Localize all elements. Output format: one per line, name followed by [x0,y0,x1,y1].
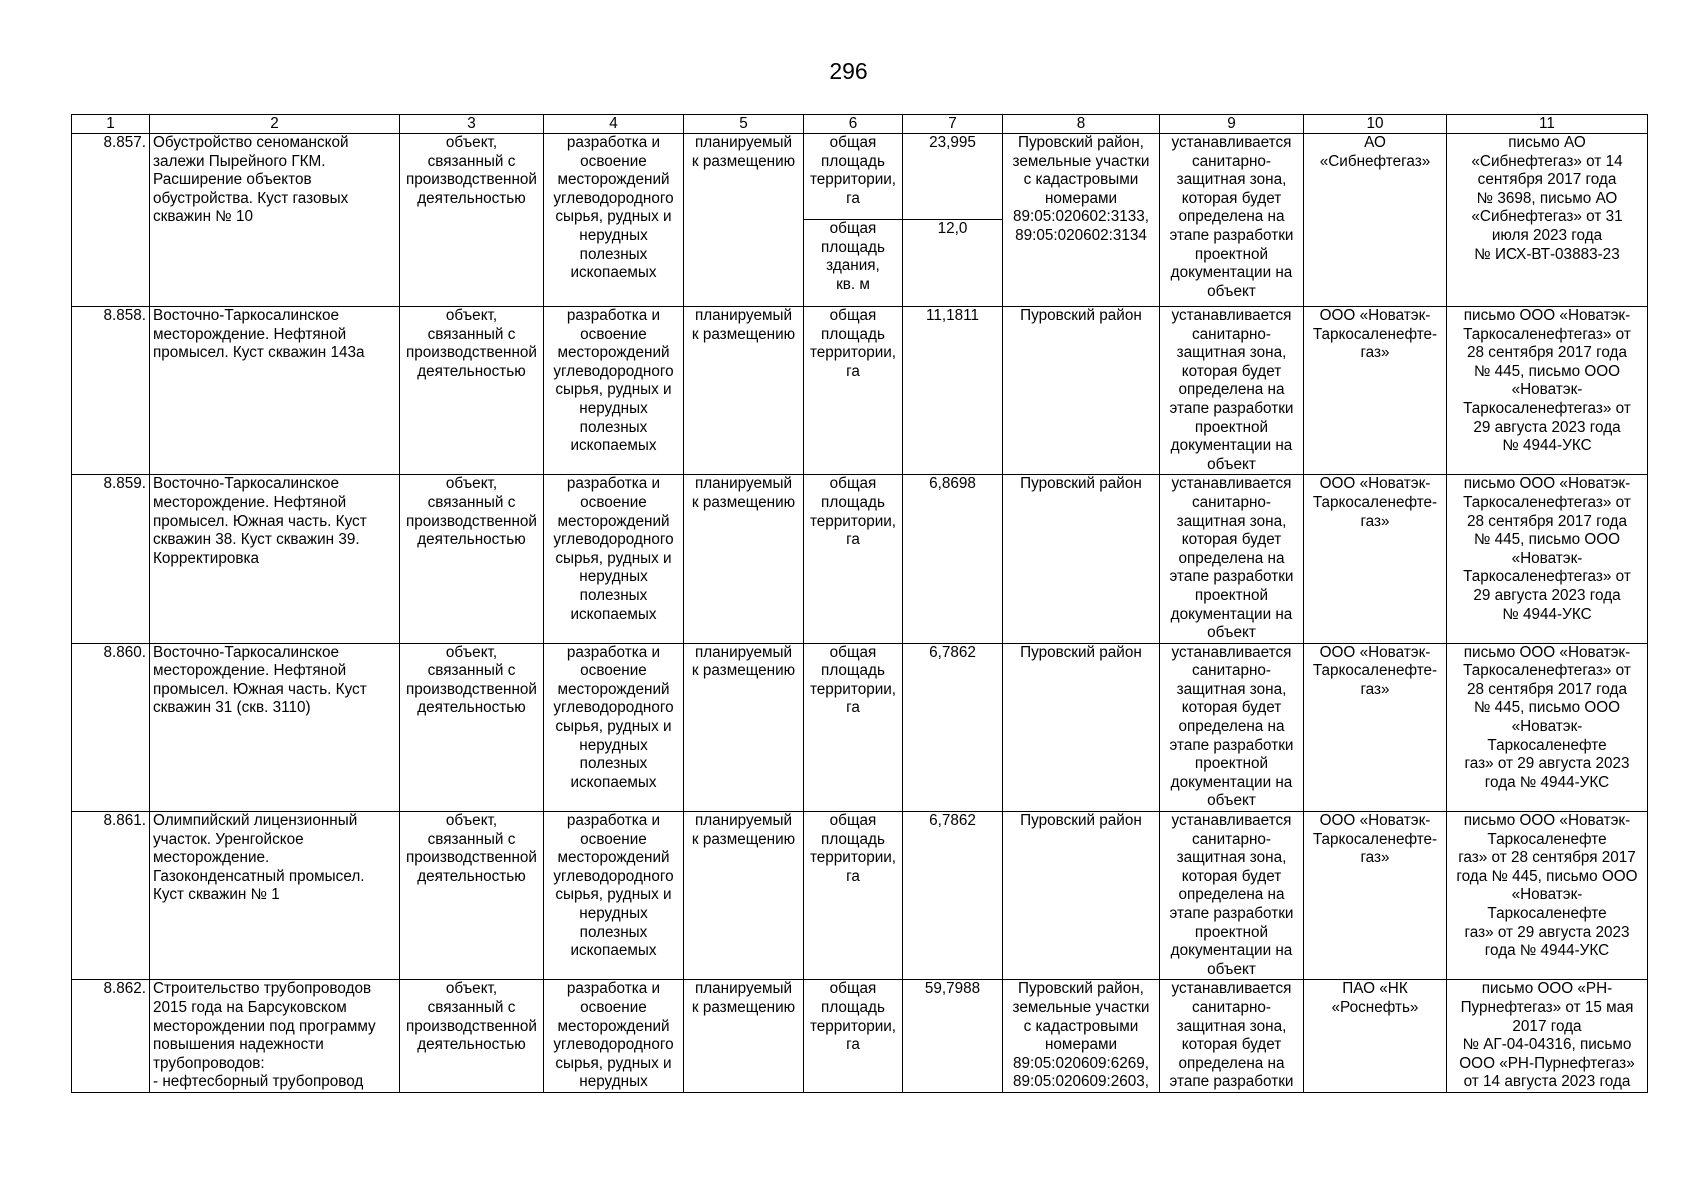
object-name: Восточно-Таркосалинское месторождение. Нефтяной промысел. Куст скважин 143а [150,307,400,475]
object-type: объект, связанный с производственной деятельностью [400,134,544,307]
object-type: объект, связанный с производственной деятельностью [400,643,544,811]
characteristic-value: 6,7862 [903,643,1003,811]
object-status: планируемый к размещению [684,812,804,980]
object-location: Пуровский район [1003,475,1160,643]
object-name: Строительство трубопроводов 2015 года на Барсуковском месторождении под программу повышения надежности трубопроводов: - нефтесборный трубопровод [150,980,400,1093]
characteristic-name: общая площадь территории, га [804,475,903,643]
object-owner: АО «Сибнефтегаз» [1304,134,1447,307]
object-status: планируемый к размещению [684,643,804,811]
characteristic-name: общая площадь территории, га [804,134,903,220]
row-number: 8.860. [72,643,150,811]
object-location: Пуровский район, земельные участки с кадастровыми номерами 89:05:020602:3133, 89:05:020602:3134 [1003,134,1160,307]
object-location: Пуровский район [1003,643,1160,811]
object-location: Пуровский район, земельные участки с кадастровыми номерами 89:05:020609:6269, 89:05:020609:2603, [1003,980,1160,1093]
object-owner: ООО «Новатэк- Таркосаленефте- газ» [1304,307,1447,475]
characteristic-value: 59,7988 [903,980,1003,1093]
column-header: 4 [544,115,684,134]
row-number: 8.857. [72,134,150,307]
characteristic-value: 23,995 [903,134,1003,220]
column-header: 2 [150,115,400,134]
object-location: Пуровский район [1003,307,1160,475]
table-row [72,643,1648,811]
column-header: 7 [903,115,1003,134]
object-name: Восточно-Таркосалинское месторождение. Нефтяной промысел. Южная часть. Куст скважин 38. Куст скважин 39. Корректировка [150,475,400,643]
characteristic-value: 12,0 [903,220,1003,307]
protection-zone: устанавливается санитарно- защитная зона, которая будет определена на этапе разработки проектной документации на объект [1160,812,1304,980]
row-number: 8.861. [72,812,150,980]
object-status: планируемый к размещению [684,980,804,1093]
object-status: планируемый к размещению [684,307,804,475]
object-name: Олимпийский лицензионный участок. Уренгойское месторождение. Газоконденсатный промысел. Куст скважин № 1 [150,812,400,980]
characteristic-name: общая площадь здания, кв. м [804,220,903,307]
protection-zone: устанавливается санитарно- защитная зона, которая будет определена на этапе разработки [1160,980,1304,1093]
object-owner: ООО «Новатэк- Таркосаленефте- газ» [1304,643,1447,811]
column-header: 11 [1447,115,1648,134]
basis-document: письмо ООО «РН- Пурнефтегаз» от 15 мая 2017 года № АГ-04-04316, письмо ООО «РН-Пурнефтегаз» от 14 августа 2023 года [1447,980,1648,1093]
column-header: 3 [400,115,544,134]
protection-zone: устанавливается санитарно- защитная зона, которая будет определена на этапе разработки проектной документации на объект [1160,475,1304,643]
object-location: Пуровский район [1003,812,1160,980]
characteristic-value: 6,8698 [903,475,1003,643]
column-header: 6 [804,115,903,134]
basis-document: письмо ООО «Новатэк- Таркосаленефтегаз» от 28 сентября 2017 года № 445, письмо ООО «Новатэк- Таркосаленефте газ» от 29 августа 2023 года № 4944-УКС [1447,643,1648,811]
table-row [72,980,1648,1093]
object-owner: ООО «Новатэк- Таркосаленефте- газ» [1304,475,1447,643]
characteristic-value: 11,1811 [903,307,1003,475]
column-header: 1 [72,115,150,134]
row-number: 8.858. [72,307,150,475]
table-row [72,307,1648,475]
object-purpose: разработка и освоение месторождений углеводородного сырья, рудных и нерудных полезных ископаемых [544,475,684,643]
table-row [72,812,1648,980]
object-purpose: разработка и освоение месторождений углеводородного сырья, рудных и нерудных полезных ископаемых [544,307,684,475]
object-type: объект, связанный с производственной деятельностью [400,812,544,980]
column-header: 5 [684,115,804,134]
characteristic-name: общая площадь территории, га [804,812,903,980]
characteristic-name: общая площадь территории, га [804,307,903,475]
basis-document: письмо ООО «Новатэк- Таркосаленефте газ» от 28 сентября 2017 года № 445, письмо ООО «Новатэк- Таркосаленефте газ» от 29 августа 2023 года № 4944-УКС [1447,812,1648,980]
object-purpose: разработка и освоение месторождений углеводородного сырья, рудных и нерудных полезных ископаемых [544,134,684,307]
basis-document: письмо ООО «Новатэк- Таркосаленефтегаз» от 28 сентября 2017 года № 445, письмо ООО «Новатэк- Таркосаленефтегаз» от 29 августа 2023 года № 4944-УКС [1447,475,1648,643]
characteristic-name: общая площадь территории, га [804,643,903,811]
object-purpose: разработка и освоение месторождений углеводородного сырья, рудных и нерудных [544,980,684,1093]
table-header-row [72,115,1648,134]
protection-zone: устанавливается санитарно- защитная зона, которая будет определена на этапе разработки проектной документации на объект [1160,307,1304,475]
object-name: Восточно-Таркосалинское месторождение. Нефтяной промысел. Южная часть. Куст скважин 31 (скв. 3110) [150,643,400,811]
object-owner: ООО «Новатэк- Таркосаленефте- газ» [1304,812,1447,980]
column-header: 9 [1160,115,1304,134]
object-type: объект, связанный с производственной деятельностью [400,980,544,1093]
object-purpose: разработка и освоение месторождений углеводородного сырья, рудных и нерудных полезных ископаемых [544,812,684,980]
table-row [72,475,1648,643]
row-number: 8.859. [72,475,150,643]
protection-zone: устанавливается санитарно- защитная зона, которая будет определена на этапе разработки проектной документации на объект [1160,643,1304,811]
column-header: 10 [1304,115,1447,134]
protection-zone: устанавливается санитарно- защитная зона, которая будет определена на этапе разработки проектной документации на объект [1160,134,1304,307]
basis-document: письмо АО «Сибнефтегаз» от 14 сентября 2017 года № 3698, письмо АО «Сибнефтегаз» от 31 июля 2023 года № ИСХ-ВТ-03883-23 [1447,134,1648,307]
row-number: 8.862. [72,980,150,1093]
object-purpose: разработка и освоение месторождений углеводородного сырья, рудных и нерудных полезных ископаемых [544,643,684,811]
object-type: объект, связанный с производственной деятельностью [400,475,544,643]
object-type: объект, связанный с производственной деятельностью [400,307,544,475]
object-name: Обустройство сеноманской залежи Пырейного ГКМ. Расширение объектов обустройства. Куст газовых скважин № 10 [150,134,400,307]
register-table [71,114,1648,1093]
characteristic-value: 6,7862 [903,812,1003,980]
characteristic-name: общая площадь территории, га [804,980,903,1093]
table-row [72,134,1648,220]
column-header: 8 [1003,115,1160,134]
page-number: 296 [829,58,868,84]
object-owner: ПАО «НК «Роснефть» [1304,980,1447,1093]
object-status: планируемый к размещению [684,475,804,643]
object-status: планируемый к размещению [684,134,804,307]
basis-document: письмо ООО «Новатэк- Таркосаленефтегаз» от 28 сентября 2017 года № 445, письмо ООО «Новатэк- Таркосаленефтегаз» от 29 августа 2023 года № 4944-УКС [1447,307,1648,475]
